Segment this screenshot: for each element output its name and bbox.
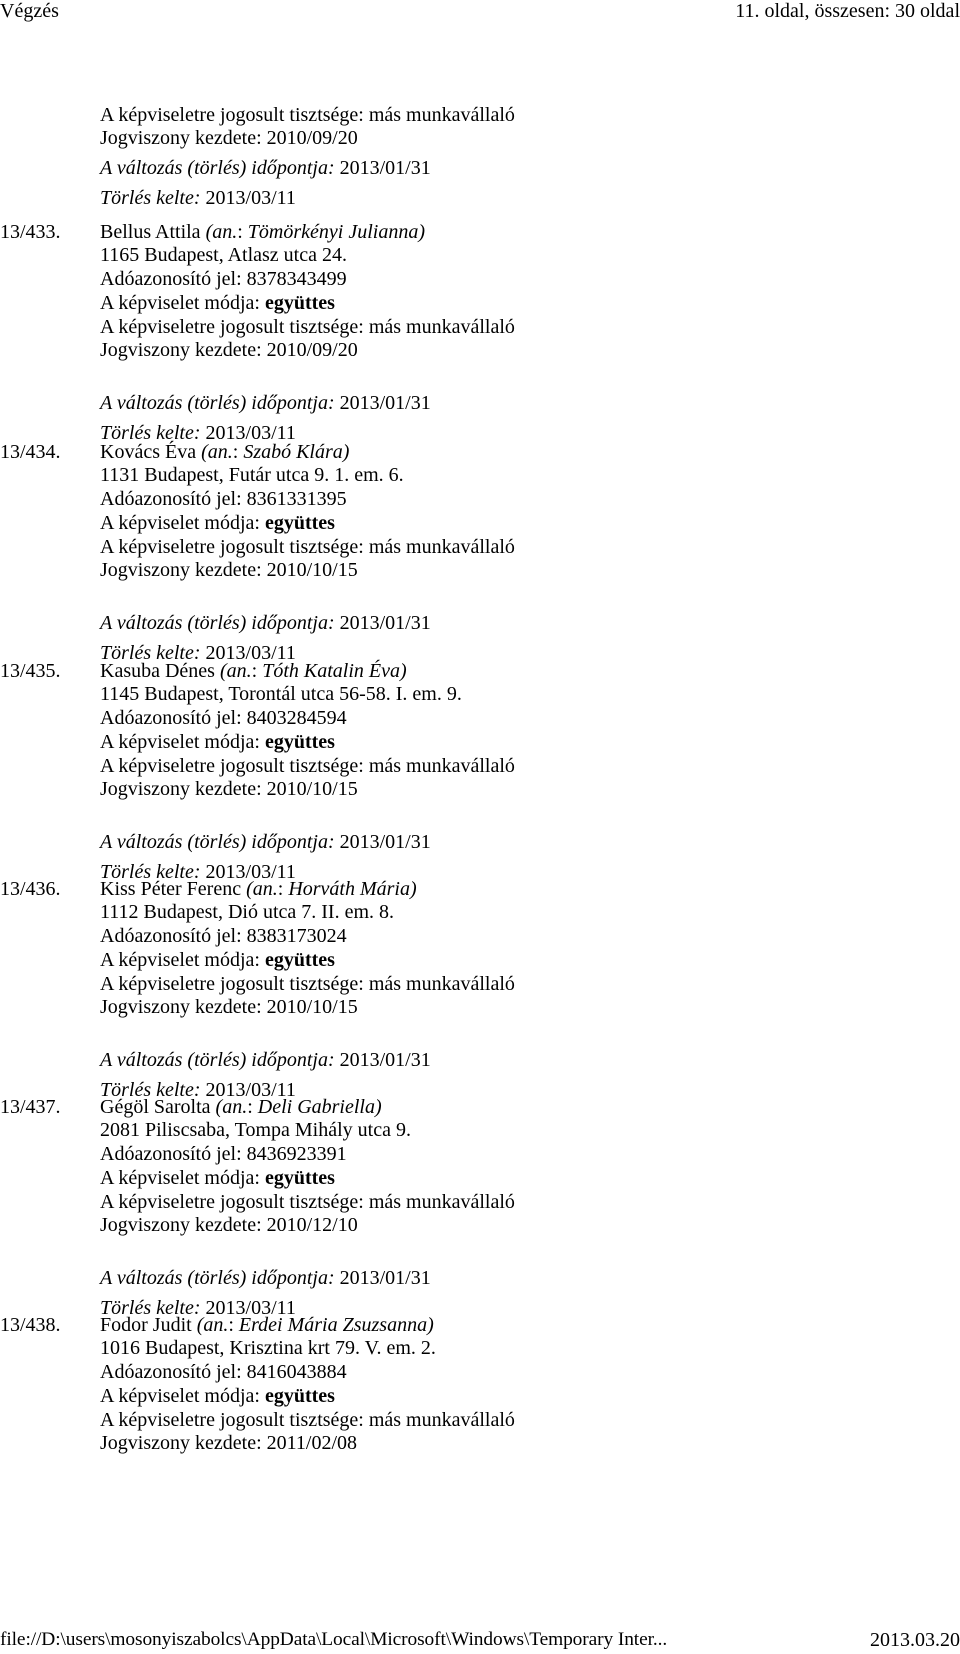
entry-valtozas: A változás (törlés) időpontja: 2013/01/31: [100, 392, 431, 414]
entry-address: 1165 Budapest, Atlasz utca 24.: [100, 244, 347, 266]
entry-valtozas: A változás (törlés) időpontja: 2013/01/31: [100, 831, 431, 853]
person-name: Kiss Péter Ferenc: [100, 878, 247, 900]
entry-valtozas: A változás (törlés) időpontja: 2013/01/31: [100, 1267, 431, 1289]
entry-adoazonosito: Adóazonosító jel: 8403284594: [100, 707, 347, 729]
mother-name: Szabó Klára): [243, 441, 350, 463]
entry-valtozas: A változás (törlés) időpontja: 2013/01/31: [100, 1049, 431, 1071]
entry-tisztseg: A képviseletre jogosult tisztsége: más munkavállaló: [100, 316, 515, 338]
entry-number: 13/437.: [0, 1096, 61, 1118]
file-path: file://D:\users\mosonyiszabolcs\AppData\Local\Microsoft\Windows\Temporary Inter...: [0, 1629, 668, 1650]
mother-name: Erdei Mária Zsuzsanna): [238, 1314, 434, 1336]
entry-torles: Törlés kelte: 2013/03/11: [100, 861, 296, 883]
entry-kepviselet-modja: A képviselet módja: együttes: [100, 731, 335, 753]
page-counter: 11. oldal, összesen: 30 oldal: [735, 0, 960, 22]
person-name: Kasuba Dénes: [100, 660, 220, 682]
person-name: Bellus Attila: [100, 221, 206, 243]
entry-address: 1145 Budapest, Torontál utca 56-58. I. em. 9.: [100, 683, 462, 705]
entry-number: 13/434.: [0, 441, 61, 463]
entry-name-line: Gégöl Sarolta (an.: Deli Gabriella): [100, 1096, 382, 1118]
entry-kepviselet-modja: A képviselet módja: együttes: [100, 512, 335, 534]
entry-name-line: Fodor Judit (an.: Erdei Mária Zsuzsanna): [100, 1314, 434, 1336]
page-header: [0, 0, 960, 24]
entry-number: 13/433.: [0, 221, 61, 243]
entry-name-line: Kovács Éva (an.: Szabó Klára): [100, 441, 350, 463]
entry-adoazonosito: Adóazonosító jel: 8416043884: [100, 1361, 347, 1383]
document-type: Végzés: [0, 0, 59, 22]
print-date: 2013.03.20: [870, 1629, 960, 1651]
entry-number: 13/436.: [0, 878, 61, 900]
entry-jogviszony: Jogviszony kezdete: 2010/10/15: [100, 559, 358, 581]
entry-jogviszony: Jogviszony kezdete: 2010/09/20: [100, 339, 358, 361]
entry-kepviselet-modja: A képviselet módja: együttes: [100, 949, 335, 971]
entry-valtozas: A változás (törlés) időpontja: 2013/01/31: [100, 612, 431, 634]
entry-kepviselet-modja: A képviselet módja: együttes: [100, 292, 335, 314]
prev-tisztseg-line: A képviseletre jogosult tisztsége: más munkavállaló: [100, 104, 515, 126]
entry-address: 1131 Budapest, Futár utca 9. 1. em. 6.: [100, 464, 404, 486]
entry-adoazonosito: Adóazonosító jel: 8378343499: [100, 268, 347, 290]
entry-adoazonosito: Adóazonosító jel: 8361331395: [100, 488, 347, 510]
entry-torles: Törlés kelte: 2013/03/11: [100, 1297, 296, 1319]
entry-number: 13/435.: [0, 660, 61, 682]
page-footer: [0, 1628, 960, 1652]
entry-tisztseg: A képviseletre jogosult tisztsége: más munkavállaló: [100, 536, 515, 558]
entry-jogviszony: Jogviszony kezdete: 2010/10/15: [100, 996, 358, 1018]
prev-valtozas-line: A változás (törlés) időpontja: 2013/01/31: [100, 157, 431, 179]
prev-torles-line: Törlés kelte: 2013/03/11: [100, 187, 296, 209]
mother-name: Deli Gabriella): [257, 1096, 382, 1118]
entry-name-line: Kiss Péter Ferenc (an.: Horváth Mária): [100, 878, 417, 900]
entry-adoazonosito: Adóazonosító jel: 8436923391: [100, 1143, 347, 1165]
mother-name: Tömörkényi Julianna): [247, 221, 425, 243]
entry-address: 1112 Budapest, Dió utca 7. II. em. 8.: [100, 901, 395, 923]
entry-address: 2081 Piliscsaba, Tompa Mihály utca 9.: [100, 1119, 411, 1141]
entry-address: 1016 Budapest, Krisztina krt 79. V. em. 2.: [100, 1337, 436, 1359]
entry-name-line: Bellus Attila (an.: Tömörkényi Julianna): [100, 221, 425, 243]
entry-tisztseg: A képviseletre jogosult tisztsége: más munkavállaló: [100, 755, 515, 777]
entry-jogviszony: Jogviszony kezdete: 2011/02/08: [100, 1432, 357, 1454]
entry-jogviszony: Jogviszony kezdete: 2010/10/15: [100, 778, 358, 800]
person-name: Kovács Éva: [100, 441, 202, 463]
entry-name-line: Kasuba Dénes (an.: Tóth Katalin Éva): [100, 660, 407, 682]
mother-name: Tóth Katalin Éva): [262, 660, 407, 682]
prev-jogviszony-line: Jogviszony kezdete: 2010/09/20: [100, 127, 358, 149]
entry-tisztseg: A képviseletre jogosult tisztsége: más munkavállaló: [100, 1191, 515, 1213]
person-name: Fodor Judit: [100, 1314, 197, 1336]
entry-kepviselet-modja: A képviselet módja: együttes: [100, 1167, 335, 1189]
entry-kepviselet-modja: A képviselet módja: együttes: [100, 1385, 335, 1407]
entry-jogviszony: Jogviszony kezdete: 2010/12/10: [100, 1214, 358, 1236]
entry-number: 13/438.: [0, 1314, 61, 1336]
entry-torles: Törlés kelte: 2013/03/11: [100, 642, 296, 664]
person-name: Gégöl Sarolta: [100, 1096, 216, 1118]
entry-torles: Törlés kelte: 2013/03/11: [100, 1079, 296, 1101]
entry-adoazonosito: Adóazonosító jel: 8383173024: [100, 925, 347, 947]
entry-tisztseg: A képviseletre jogosult tisztsége: más munkavállaló: [100, 1409, 515, 1431]
entry-tisztseg: A képviseletre jogosult tisztsége: más munkavállaló: [100, 973, 515, 995]
mother-name: Horváth Mária): [288, 878, 417, 900]
entry-torles: Törlés kelte: 2013/03/11: [100, 422, 296, 444]
